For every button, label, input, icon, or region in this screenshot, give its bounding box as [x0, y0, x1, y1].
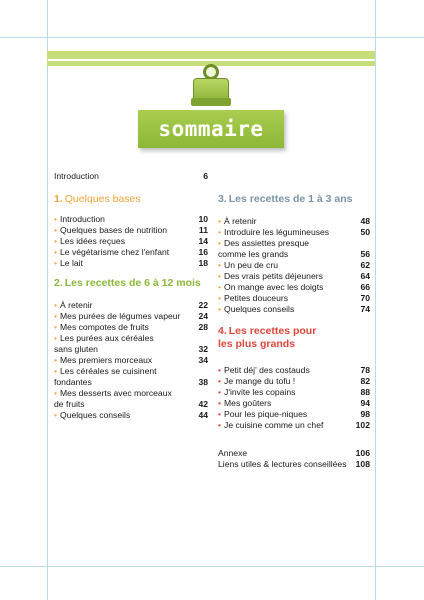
guide-line-left — [47, 0, 48, 600]
section-4-list — [218, 365, 370, 431]
guide-line-right — [375, 0, 376, 600]
toc-entry[interactable]: • Mes goûters 94 — [218, 398, 370, 409]
binder-clip-icon — [191, 64, 231, 108]
toc-entry[interactable]: • Le lait 18 — [54, 258, 208, 269]
toc-entry[interactable]: • Des vrais petits déjeuners 64 — [218, 271, 370, 282]
toc-entry[interactable]: • Petites douceurs 70 — [218, 293, 370, 304]
toc-entry[interactable]: • Mes purées de légumes vapeur 24 — [54, 311, 208, 322]
toc-entry[interactable]: • Le végétarisme chez l'enfant 16 — [54, 247, 208, 258]
toc-entry[interactable]: • Introduire les légumineuses 50 — [218, 227, 370, 238]
green-band-top — [47, 51, 375, 59]
toc-entry[interactable]: • À retenir 22 — [54, 300, 208, 311]
guide-line-bottom — [0, 566, 424, 567]
right-column — [218, 193, 370, 470]
toc-entry[interactable]: • Un peu de cru 62 — [218, 260, 370, 271]
toc-entry[interactable]: • Pour les pique-niques 98 — [218, 409, 370, 420]
page-title: sommaire — [158, 117, 264, 141]
toc-entry[interactable]: • Les idées reçues 14 — [54, 236, 208, 247]
toc-entry-intro[interactable]: Introduction 6 — [54, 171, 208, 181]
toc-entry[interactable]: • Je cuisine comme un chef 102 — [218, 420, 370, 431]
toc-entry[interactable]: • Des assiettes presque — [218, 238, 370, 249]
toc-entry[interactable]: • On mange avec les doigts 66 — [218, 282, 370, 293]
toc-entry-annexe[interactable]: Annexe 106 — [218, 448, 370, 458]
toc-entry-liens[interactable]: Liens utiles & lectures conseillées 108 — [218, 459, 370, 469]
appendix-list — [218, 448, 370, 470]
toc-entry[interactable]: • J'invite les copains 88 — [218, 387, 370, 398]
toc-entry[interactable]: • Les céréales se cuisinent — [54, 366, 208, 377]
toc-entry-continuation[interactable]: comme les grands 56 — [218, 249, 370, 259]
toc-entry[interactable]: • Mes desserts avec morceaux — [54, 388, 208, 399]
toc-entry-continuation[interactable]: fondantes 38 — [54, 377, 208, 387]
toc-entry-continuation[interactable]: de fruits 42 — [54, 399, 208, 409]
toc-entry[interactable]: • Petit déj' des costauds 78 — [218, 365, 370, 376]
section-3-list — [218, 216, 370, 315]
toc-entry[interactable]: • Quelques bases de nutrition 11 — [54, 225, 208, 236]
section-2-title: 2. Les recettes de 6 à 12 mois — [54, 277, 201, 289]
title-label — [138, 110, 284, 148]
guide-line-top — [0, 37, 424, 38]
left-column — [54, 171, 208, 421]
toc-entry[interactable]: • Je mange du tofu ! 82 — [218, 376, 370, 387]
toc-entry[interactable]: • À retenir 48 — [218, 216, 370, 227]
toc-entry[interactable]: • Introduction 10 — [54, 214, 208, 225]
toc-entry[interactable]: • Quelques conseils 74 — [218, 304, 370, 315]
toc-entry[interactable]: • Mes premiers morceaux 34 — [54, 355, 208, 366]
section-1-title: 1. Quelques bases — [54, 193, 141, 205]
toc-entry[interactable]: • Quelques conseils 44 — [54, 410, 208, 421]
section-3-title: 3. Les recettes de 1 à 3 ans — [218, 193, 353, 205]
section-4-title: 4. Les recettes pour les plus grands — [218, 325, 317, 350]
toc-entry[interactable]: • Mes compotes de fruits 28 — [54, 322, 208, 333]
toc-entry[interactable]: • Les purées aux céréales — [54, 333, 208, 344]
section-1-list — [54, 214, 208, 269]
section-2-list — [54, 300, 208, 421]
toc-entry-continuation[interactable]: sans gluten 32 — [54, 344, 208, 354]
